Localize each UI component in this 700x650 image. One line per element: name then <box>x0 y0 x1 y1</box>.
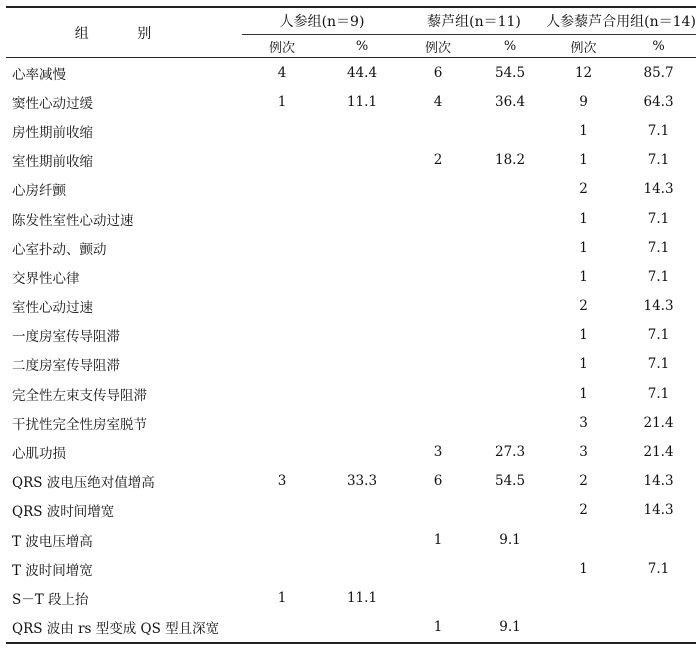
row-label: 室性心动过速 <box>12 300 93 317</box>
subheader-count: 例次 <box>242 35 322 58</box>
cell-percent: 7.1 <box>647 327 670 344</box>
cell-count <box>242 116 322 145</box>
cell-count: 1 <box>579 327 588 344</box>
cell-count <box>242 613 322 643</box>
cell-percent <box>474 233 546 262</box>
cell-percent <box>474 408 546 437</box>
cell-percent <box>322 554 402 583</box>
cell-count <box>242 175 322 204</box>
cell-percent <box>322 116 402 145</box>
table-row <box>6 321 696 350</box>
cell-percent <box>322 175 402 204</box>
cell-percent: 7.1 <box>647 152 670 169</box>
cell-percent: 14.3 <box>643 298 674 315</box>
table-row <box>6 175 696 204</box>
cell-count <box>546 583 621 612</box>
cell-count <box>402 262 474 291</box>
cell-count: 1 <box>277 93 287 110</box>
cell-count <box>402 175 474 204</box>
cell-percent <box>322 408 402 437</box>
cell-percent: 7.1 <box>647 122 670 139</box>
cell-count: 2 <box>433 152 443 169</box>
group-column-header: 组 别 <box>6 7 242 58</box>
cell-percent: 7.1 <box>647 239 670 256</box>
cell-percent <box>322 204 402 233</box>
cell-percent: 85.7 <box>643 64 674 81</box>
cell-percent <box>474 350 546 379</box>
cell-count <box>402 583 474 612</box>
cell-percent: 14.3 <box>643 181 674 198</box>
table-row <box>6 233 696 262</box>
cell-count: 1 <box>402 613 474 643</box>
table-row <box>6 437 696 466</box>
row-label: 室性期前收缩 <box>12 154 93 171</box>
cell-percent <box>474 116 546 145</box>
cell-count <box>546 613 621 643</box>
table-row <box>6 350 696 379</box>
cell-percent <box>474 379 546 408</box>
data-table <box>6 6 696 644</box>
cell-count: 1 <box>579 560 588 577</box>
cell-percent <box>474 496 546 525</box>
table-row <box>6 496 696 525</box>
cell-count <box>242 292 322 321</box>
cell-count: 1 <box>433 531 443 548</box>
cell-count <box>402 408 474 437</box>
cell-percent: 14.3 <box>643 502 674 519</box>
cell-percent <box>322 321 402 350</box>
table-row <box>6 204 696 233</box>
cell-count: 3 <box>579 414 588 431</box>
cell-percent: 7.1 <box>647 385 670 402</box>
cell-count: 3 <box>277 473 287 490</box>
cell-count: 2 <box>579 473 588 490</box>
cell-count <box>402 350 474 379</box>
cell-percent <box>322 233 402 262</box>
cell-percent <box>474 583 546 612</box>
cell-count <box>242 146 322 175</box>
cell-percent: 18.2 <box>494 152 526 169</box>
table-row <box>6 262 696 291</box>
table-container <box>6 6 696 644</box>
cell-count: 1 <box>579 356 588 373</box>
cell-percent <box>322 350 402 379</box>
cell-percent <box>474 262 546 291</box>
cell-count: 4 <box>433 93 443 110</box>
group-header-combined: 人参藜芦合用组(n＝14) <box>546 7 696 35</box>
cell-count: 1 <box>579 210 588 227</box>
cell-percent: 11.1 <box>346 93 378 110</box>
cell-percent: 64.3 <box>643 93 674 110</box>
cell-count <box>242 321 322 350</box>
cell-count: 2 <box>579 181 588 198</box>
cell-percent <box>322 292 402 321</box>
cell-percent: 54.5 <box>494 64 526 81</box>
subheader-percent: % <box>621 35 696 58</box>
cell-count <box>402 321 474 350</box>
subheader-percent: % <box>322 35 402 58</box>
row-label: 干扰性完全性房室脱节 <box>12 416 147 433</box>
table-row <box>6 554 696 583</box>
cell-count: 4 <box>277 64 287 81</box>
cell-count: 2 <box>579 502 588 519</box>
cell-count <box>402 292 474 321</box>
cell-count: 1 <box>579 152 588 169</box>
table-row <box>6 613 696 643</box>
table-row <box>6 583 696 612</box>
cell-percent: 7.1 <box>647 356 670 373</box>
row-label: 二度房室传导阻滞 <box>12 358 120 375</box>
cell-count <box>242 496 322 525</box>
table-row <box>6 292 696 321</box>
table-row <box>6 525 696 554</box>
cell-percent <box>474 321 546 350</box>
row-label: QRS 波由 rs 型变成 QS 型且深宽 <box>6 613 242 643</box>
cell-percent <box>322 613 402 643</box>
cell-count: 6 <box>433 64 443 81</box>
cell-count <box>402 496 474 525</box>
cell-percent: 7.1 <box>647 268 670 285</box>
cell-count: 12 <box>574 64 593 81</box>
cell-percent: 36.4 <box>494 93 526 110</box>
cell-percent <box>621 583 696 612</box>
table-row <box>6 467 696 496</box>
row-label: T 波时间增宽 <box>12 562 93 579</box>
cell-percent <box>322 496 402 525</box>
cell-percent <box>322 146 402 175</box>
cell-count: 1 <box>579 385 588 402</box>
cell-count <box>242 262 322 291</box>
cell-count <box>402 204 474 233</box>
cell-percent: 21.4 <box>643 444 674 461</box>
table-row <box>6 116 696 145</box>
cell-percent <box>474 554 546 583</box>
table-body <box>6 58 696 643</box>
cell-percent: 44.4 <box>346 64 378 81</box>
row-label: S－T 段上抬 <box>12 591 89 608</box>
row-label: 心房纤颤 <box>12 183 66 200</box>
cell-percent <box>621 525 696 554</box>
cell-percent <box>474 175 546 204</box>
cell-percent: 33.3 <box>346 473 378 490</box>
cell-percent: 9.1 <box>499 531 521 548</box>
table-header <box>6 7 696 58</box>
cell-percent: 54.5 <box>494 473 526 490</box>
cell-count: 2 <box>579 298 588 315</box>
cell-count: 6 <box>433 473 443 490</box>
cell-percent <box>474 204 546 233</box>
cell-count: 1 <box>579 268 588 285</box>
cell-count: 9 <box>579 93 588 110</box>
cell-count: 3 <box>433 444 443 461</box>
row-label: 窦性心动过缓 <box>12 95 93 112</box>
cell-percent: 7.1 <box>647 560 670 577</box>
cell-count <box>402 379 474 408</box>
group-header-veratrum: 藜芦组(n＝11) <box>402 7 546 35</box>
cell-percent: 21.4 <box>643 414 674 431</box>
cell-percent: 11.1 <box>346 589 378 606</box>
cell-count <box>242 379 322 408</box>
cell-percent: 7.1 <box>647 210 670 227</box>
cell-count: 3 <box>579 444 588 461</box>
table-row <box>6 87 696 116</box>
cell-count <box>242 525 322 554</box>
cell-count <box>242 233 322 262</box>
cell-count <box>242 437 322 466</box>
subheader-percent: % <box>474 35 546 58</box>
row-label: 心室扑动、颤动 <box>12 241 107 258</box>
cell-percent: 9.1 <box>474 613 546 643</box>
row-label: 心肌功损 <box>12 446 66 463</box>
table-row <box>6 379 696 408</box>
cell-percent <box>322 379 402 408</box>
cell-count <box>242 204 322 233</box>
row-label: T 波电压增高 <box>12 533 93 550</box>
cell-count <box>242 350 322 379</box>
row-label: 房性期前收缩 <box>12 124 93 141</box>
row-label: QRS 波时间增宽 <box>12 504 115 521</box>
row-label: 完全性左束支传导阻滞 <box>12 387 147 404</box>
row-label: 陈发性室性心动过速 <box>12 212 134 229</box>
row-label: 心率减慢 <box>12 66 66 83</box>
cell-percent: 27.3 <box>494 444 526 461</box>
cell-percent <box>322 262 402 291</box>
cell-percent: 14.3 <box>643 473 674 490</box>
cell-count <box>242 408 322 437</box>
row-label: 一度房室传导阻滞 <box>12 329 120 346</box>
table-row <box>6 408 696 437</box>
cell-count: 1 <box>277 589 287 606</box>
cell-count <box>402 554 474 583</box>
cell-count <box>242 554 322 583</box>
cell-count: 1 <box>579 239 588 256</box>
table-row <box>6 146 696 175</box>
table-row <box>6 58 696 88</box>
subheader-count: 例次 <box>402 35 474 58</box>
row-label: 交界性心律 <box>12 270 80 287</box>
cell-percent <box>474 292 546 321</box>
cell-percent <box>322 437 402 466</box>
group-header-ginseng: 人参组(n＝9) <box>242 7 402 35</box>
cell-count <box>402 116 474 145</box>
cell-percent <box>621 613 696 643</box>
cell-count: 1 <box>579 122 588 139</box>
cell-count <box>402 233 474 262</box>
row-label: QRS 波电压绝对值增高 <box>12 475 155 492</box>
cell-percent <box>322 525 402 554</box>
cell-count <box>546 525 621 554</box>
subheader-count: 例次 <box>546 35 621 58</box>
